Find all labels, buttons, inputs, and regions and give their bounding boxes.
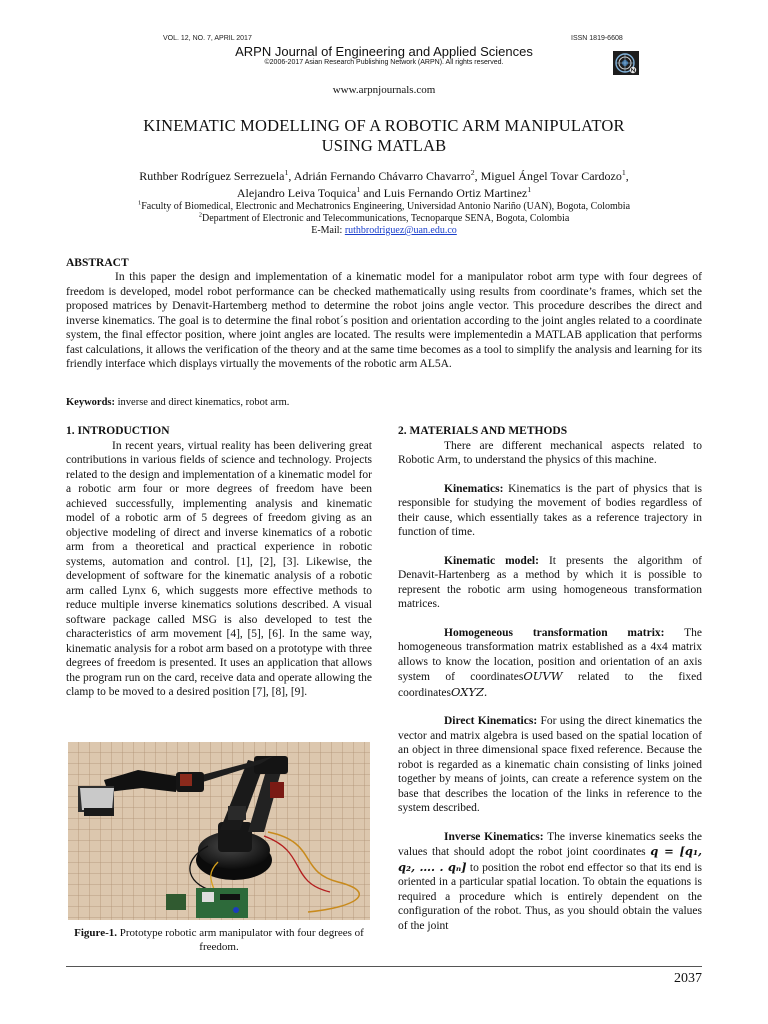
keywords-label: Keywords: <box>66 397 115 408</box>
keywords <box>66 397 289 408</box>
kinematic-model-label: Kinematic model: <box>444 554 539 567</box>
keywords-text: inverse and direct kinematics, robot arm. <box>115 397 290 408</box>
paper-title-line1: KINEMATIC MODELLING OF A ROBOTIC ARM MANIPULATOR <box>143 116 625 135</box>
issn: ISSN 1819-6608 <box>571 35 623 42</box>
htm-math-ouvw: OUVW <box>523 669 563 683</box>
figure-label: Figure-1. <box>74 927 118 939</box>
affiliations <box>0 201 768 237</box>
inverse-kinematics-label: Inverse Kinematics: <box>444 830 544 843</box>
author-name: Alejandro Leiva Toquica <box>236 186 357 200</box>
figure-caption-text: Prototype robotic arm manipulator with four degrees of freedom. <box>117 927 364 953</box>
figure-caption <box>66 926 372 954</box>
copyright: ©2006-2017 Asian Research Publishing Network (ARPN). All rights reserved. <box>264 59 504 66</box>
htm-math-oxyz: OXYZ. <box>451 684 488 699</box>
journal-title: ARPN Journal of Engineering and Applied Sciences <box>235 44 533 59</box>
author-name: , Adrián Fernando Chávarro Chavarro <box>288 169 471 183</box>
kinematic-model-paragraph <box>398 554 702 612</box>
email-link[interactable]: ruthbrodriguez@uan.edu.co <box>344 225 457 236</box>
page-number: 2037 <box>674 971 702 986</box>
introduction-heading: 1. INTRODUCTION <box>66 425 170 437</box>
paper-title-line2: USING MATLAB <box>321 136 447 155</box>
affil-mark: 2 <box>198 211 202 219</box>
author-name: Ruthber Rodríguez Serrezuela <box>139 169 285 183</box>
htm-label: Homogeneous transformation matrix: <box>444 626 665 639</box>
abstract-body: In this paper the design and implementation of a kinematic model for a manipulator robot arm type with four degrees of freedom is developed, model robot performance can be checked mathematically using results from coordinate’s frames, which set the proposed matrices by Denavit-Hartemberg method to determine the robot joins angle vector. This procedure describes the direct and inverse kinematics. The goal is to determine the final robot´s position and orientation according to the joint angles related to a coordinate system, the final effector position, where joint angles are located. The results were implementedin a MATLAB application that performs fast calculations, it allows the verification of the theory and at the same time becomes as a tool to simplify the analysis and learning for its friendly interface which displays virtually the movements of the robotic arm AL5A. <box>66 271 702 370</box>
author-affil-mark: 1 <box>284 168 289 177</box>
introduction-body: In recent years, virtual reality has been delivering great contributions in various fields of science and technology. Projects related to the design and implementation of a kinematic model for a robotic arm four or more degrees of freedom have been achieved successfully, implementing analysis and kinematic model of a robotic arm of 5 degrees of freedom giving as an objective modeling of direct and inverse kinematics of a robotic arm from a theoretical and practical experience in robotic systems, automation and control. [1], [2], [3]. Likewise, the development of software for the kinematic analysis of a robotic arm called Lynx 6, which suggests more effective methods to reduce multiple inverse kinematics solutions described. A visual software package called MSG is also developed to test the characteristics of arm movement [4], [5], [6]. In the same way, kinematic analysis for a robot arm based on a prototype with three degrees of freedom is presented. It uses an application that allows the program run on the card, receive data and operate allowing the clamp to be moved to a desired position [7], [8], [9]. <box>66 439 372 698</box>
methods-heading: 2. MATERIALS AND METHODS <box>398 425 568 437</box>
direct-kinematics-label: Direct Kinematics: <box>444 715 538 727</box>
author-name: , Miguel Ángel Tovar Cardozo <box>474 169 622 183</box>
direct-kinematics-text: For using the direct kinematics the vector and matrix algebra is used based on the spatial location of an object in three dimensional space fixed reference. Because the robot is regarded as a kinematic chain consisting of links joined together by means of joints, can create a reference system on the base that describes the location of the links in reference to the system described. <box>398 715 702 814</box>
methods-section <box>398 424 702 933</box>
inverse-kinematics-paragraph <box>398 830 702 934</box>
author-affil-mark: 1 <box>621 168 626 177</box>
direct-kinematics-paragraph <box>398 714 702 816</box>
author-affil-mark: 1 <box>356 185 361 194</box>
htm-text-2: related to the fixed coordinates <box>398 671 702 699</box>
kinematic-model-text: It presents the algorithm of Denavit-Hartenberg as a method by which it is possible to represent the robotic arm using homogeneous transformation matrices. <box>398 554 702 610</box>
htm-text-1: The homogeneous transformation matrix established as a 4x4 matrix allows to know the location, position and orientation of an axis system of coordinates <box>398 626 703 683</box>
affil-mark: 1 <box>137 199 142 207</box>
kinematics-text: Kinematics is the part of physics that is responsible for studying the movement of bodies regardless of their cause, which essentially takes as a reference trajectory in function of time. <box>398 482 702 538</box>
robot-arm-photo <box>68 742 370 920</box>
footer-rule <box>66 966 702 967</box>
inverse-kinematics-text-1: The inverse kinematics seeks the values that should adopt the robot joint coordinates <box>398 830 702 858</box>
htm-paragraph <box>398 626 702 701</box>
author-affil-mark: 1 <box>527 185 532 194</box>
inverse-kinematics-text-2: to position the robot end effector so that its end is oriented in a particular spatial location. To obtain the equations is required a procedure which is entirely dependent on the configuration of the robot. Thus, as you should obtain the values of the joint <box>398 861 702 932</box>
volume-info: VOL. 12, NO. 7, APRIL 2017 <box>163 35 252 42</box>
arpn-logo-icon <box>613 51 639 75</box>
methods-intro: There are different mechanical aspects related to Robotic Arm, to understand the physics of this machine. <box>398 439 702 466</box>
affiliation-1: Faculty of Biomedical, Electronic and Mechatronics Engineering, Universidad Antonio Nariño (UAN), Bogota, Colombia <box>141 201 631 212</box>
kinematics-label: Kinematics: <box>444 482 504 495</box>
email-label: E-Mail: <box>311 225 345 236</box>
joint-vector-math: q = [q₁, q₂, …. . qₙ] <box>398 844 702 874</box>
affiliation-2: Department of Electronic and Telecommunications, Tecnoparque SENA, Bogota, Colombia <box>201 213 570 224</box>
introduction-section <box>66 424 372 700</box>
abstract-heading: ABSTRACT <box>66 257 129 269</box>
paper-title <box>0 116 768 156</box>
author-affil-mark: 2 <box>470 168 475 177</box>
journal-url[interactable]: www.arpnjournals.com <box>332 84 436 96</box>
kinematics-paragraph <box>398 482 702 540</box>
author-name: and Luis Fernando Ortiz Martinez <box>360 186 528 200</box>
author-list: Ruthber Rodríguez Serrezuela$^1$, Adrián Fernando Chávarro Chavarro$^2$, Miguel Ángel Tovar Cardozo$^1$, Alejandro Leiva Toquica$^1$ and Luis Fernando Ortiz Martinez$^1$ <box>139 168 629 200</box>
